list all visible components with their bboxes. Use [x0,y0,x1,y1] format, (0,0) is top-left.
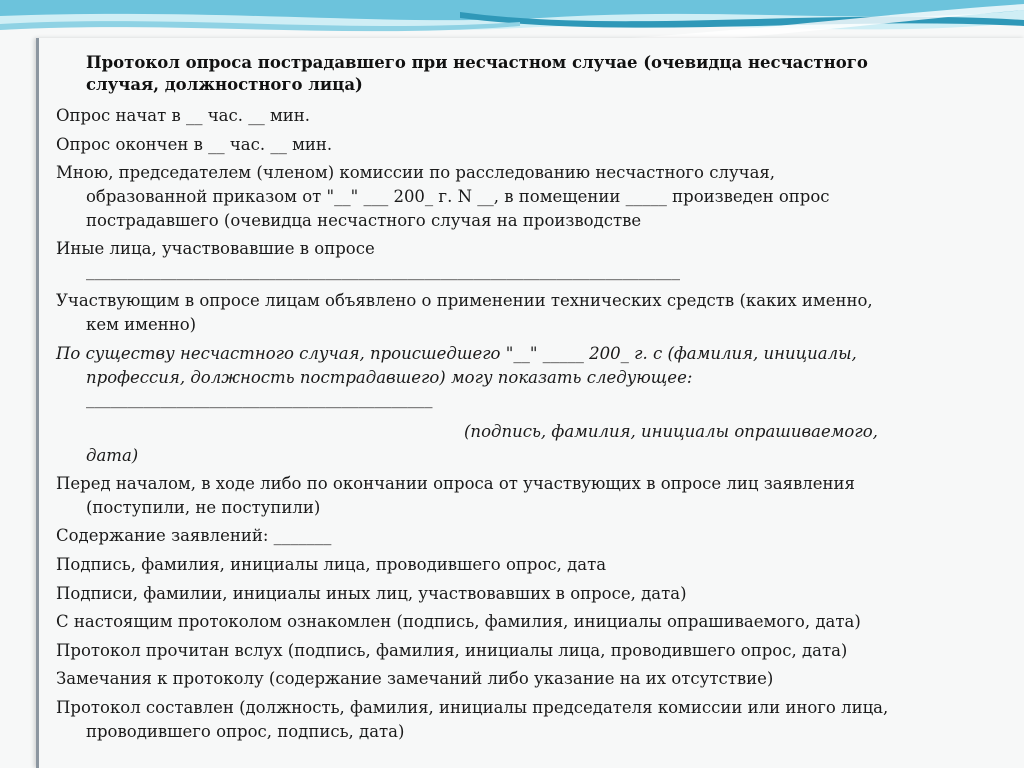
survey-ended: Опрос окончен в __ час. __ мин. [56,135,333,154]
document-title [86,52,886,96]
title-line-2: случая, должностного лица) [86,75,363,94]
statements-paragraph: Перед началом, в ходе либо по окончании опроса от участвующих в опросе лиц заявления (поступили, не поступили) [56,474,855,517]
technical-means-paragraph: Участвующим в опросе лицам объявлено о применении технических средств (каких именно, кем именно) [56,291,873,334]
conductor-signature: Подпись, фамилия, инициалы лица, проводившего опрос, дата [56,555,607,574]
survey-started: Опрос начат в __ час. __ мин. [56,106,311,125]
signature-caption-2: дата) [86,446,139,465]
conducted-by-paragraph: Мною, председателем (членом) комиссии по расследованию несчастного случая, образованной приказом от "__" ___ 200_ г. N __, в помещении _____ произведен опрос пострадавшего (очевидца несчастного случая на производстве [56,163,830,230]
compiled-paragraph: Протокол составлен (должность, фамилия, инициалы председателя комиссии или иного лица, проводившего опрос, подпись, дата) [56,698,889,741]
remarks-line: Замечания к протоколу (содержание замечаний либо указание на их отсутствие) [56,669,774,688]
participants-blank-line: ________________________________________________________________________ [86,261,680,280]
essence-paragraph: По существу несчастного случая, происшедшего "__" _____ 200_ г. с (фамилия, инициалы, профессия, должность пострадавшего) могу показать следующее: __________________________________________ [56,342,936,408]
essence-blank-line: __________________________________________ [86,389,433,408]
title-line-1: Протокол опроса пострадавшего при несчастном случае (очевидца несчастного [86,53,868,72]
others-signatures: Подписи, фамилии, инициалы иных лиц, участвовавших в опросе, дата) [56,584,687,603]
signature-caption-1: (подпись, фамилия, инициалы опрашиваемого, [464,422,878,441]
acquainted-line: С настоящим протоколом ознакомлен (подпись, фамилия, инициалы опрашиваемого, дата) [56,612,861,631]
other-participants: Иные лица, участвовавшие в опросе ________________________________________________________________________ [56,237,936,281]
statements-content: Содержание заявлений: _______ [56,526,332,545]
read-aloud-line: Протокол прочитан вслух (подпись, фамилия, инициалы лица, проводившего опрос, дата) [56,641,848,660]
